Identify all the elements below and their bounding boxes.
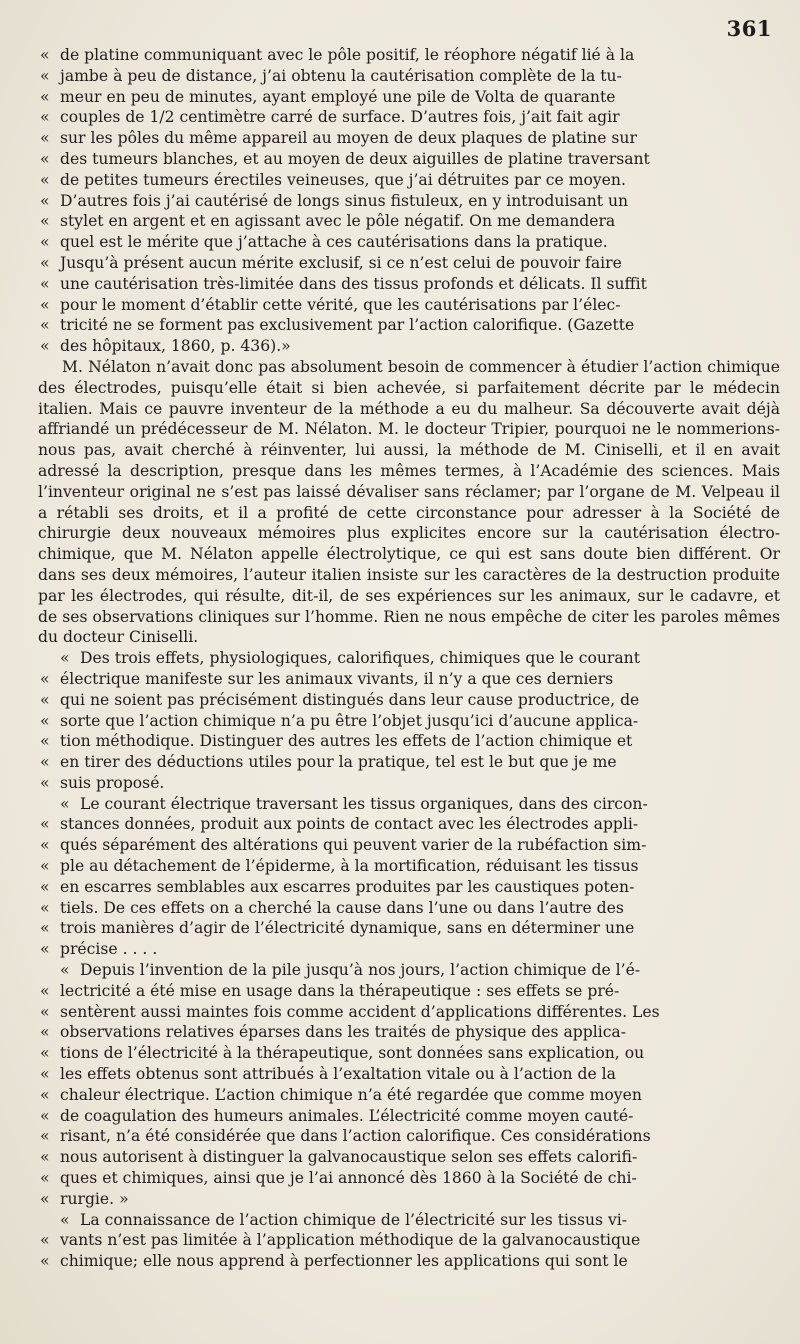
quote-line: « qui ne soient pas précisément distingués dans leur cause productrice, de bbox=[60, 690, 780, 711]
quote-line: « nous autorisent à distinguer la galvanocaustique selon ses effets calorifi- bbox=[60, 1147, 780, 1168]
quote-line: « La connaissance de l’action chimique de l’électricité sur les tissus vi- bbox=[60, 1210, 780, 1231]
quote-line: « tricité ne se forment pas exclusivement par l’action calorifique. (Gazette bbox=[60, 315, 780, 336]
quote-line: « risant, n’a été considérée que dans l’action calorifique. Ces considérations bbox=[60, 1126, 780, 1147]
quote-line: « Des trois effets, physiologiques, calorifiques, chimiques que le courant bbox=[60, 648, 780, 669]
quote-line: « stances données, produit aux points de contact avec les électrodes appli- bbox=[60, 814, 780, 835]
quote-line: « tion méthodique. Distinguer des autres les effets de l’action chimique et bbox=[60, 731, 780, 752]
quote-line: « une cautérisation très-limitée dans des tissus profonds et délicats. Il suffit bbox=[60, 274, 780, 295]
quote-line: « observations relatives éparses dans les traités de physique des applica- bbox=[60, 1022, 780, 1043]
quote-line: « trois manières d’agir de l’électricité dynamique, sans en déterminer une bbox=[60, 918, 780, 939]
quote-line: « ple au détachement de l’épiderme, à la mortification, réduisant les tissus bbox=[60, 856, 780, 877]
quote-line: « quel est le mérite que j’attache à ces cautérisations dans la pratique. bbox=[60, 232, 780, 253]
quote-line: « pour le moment d’établir cette vérité, que les cautérisations par l’élec- bbox=[60, 295, 780, 316]
quote-line: « qués séparément des altérations qui peuvent varier de la rubéfaction sim- bbox=[60, 835, 780, 856]
quote-line: « les effets obtenus sont attribués à l’exaltation vitale ou à l’action de la bbox=[60, 1064, 780, 1085]
quote-line: « suis proposé. bbox=[60, 773, 780, 794]
quote-line: « rurgie. » bbox=[60, 1189, 780, 1210]
quote-line: « sur les pôles du même appareil au moyen de deux plaques de platine sur bbox=[60, 128, 780, 149]
quote-5 bbox=[38, 1210, 780, 1272]
quote-line: « de petites tumeurs érectiles veineuses, que j’ai détruites par ce moyen. bbox=[60, 170, 780, 191]
quote-line: « des tumeurs blanches, et au moyen de deux aiguilles de platine traversant bbox=[60, 149, 780, 170]
quote-line: « chimique; elle nous apprend à perfectionner les applications qui sont le bbox=[60, 1251, 780, 1272]
quote-line: « ques et chimiques, ainsi que je l’ai annoncé dès 1860 à la Société de chi- bbox=[60, 1168, 780, 1189]
quote-line: « Le courant électrique traversant les tissus organiques, dans des circon- bbox=[60, 794, 780, 815]
quote-line: « des hôpitaux, 1860, p. 436).» bbox=[60, 336, 780, 357]
quote-line: « de coagulation des humeurs animales. L’électricité comme moyen cauté- bbox=[60, 1106, 780, 1127]
quote-line: « jambe à peu de distance, j’ai obtenu la cautérisation complète de la tu- bbox=[60, 66, 780, 87]
quote-line: « électrique manifeste sur les animaux vivants, il n’y a que ces derniers bbox=[60, 669, 780, 690]
quote-2 bbox=[38, 648, 780, 794]
quote-line: « couples de 1/2 centimètre carré de surface. D’autres fois, j’ait fait agir bbox=[60, 107, 780, 128]
quote-line: « Jusqu’à présent aucun mérite exclusif, si ce n’est celui de pouvoir faire bbox=[60, 253, 780, 274]
quote-line: « chaleur électrique. L’action chimique n’a été regardée que comme moyen bbox=[60, 1085, 780, 1106]
quote-line: « D’autres fois j’ai cautérisé de longs sinus fistuleux, en y introduisant un bbox=[60, 191, 780, 212]
quote-line: « tiels. De ces effets on a cherché la cause dans l’une ou dans l’autre des bbox=[60, 898, 780, 919]
quote-line: « lectricité a été mise en usage dans la thérapeutique : ses effets se pré- bbox=[60, 981, 780, 1002]
quote-line: « sorte que l’action chimique n’a pu être l’objet jusqu’ici d’aucune applica- bbox=[60, 711, 780, 732]
quote-line: « sentèrent aussi maintes fois comme accident d’applications différentes. Les bbox=[60, 1002, 780, 1023]
quote-4 bbox=[38, 960, 780, 1210]
quote-line: « en tirer des déductions utiles pour la pratique, tel est le but que je me bbox=[60, 752, 780, 773]
quote-line: « meur en peu de minutes, ayant employé une pile de Volta de quarante bbox=[60, 87, 780, 108]
quote-line: « en escarres semblables aux escarres produites par les caustiques poten- bbox=[60, 877, 780, 898]
quote-3 bbox=[38, 794, 780, 960]
quote-line: « de platine communiquant avec le pôle positif, le réophore négatif lié à la bbox=[60, 45, 780, 66]
para-1: M. Nélaton n’avait donc pas absolument besoin de commencer à étudier l’action chimique des électrodes, puisqu’elle était si bien achevée, si parfaitement décrite par le médecin italien. Mais ce pauvre inventeur de la méthode a eu du malheur. Sa découverte avait déjà affriandé un prédécesseur de M. Nélaton. M. le docteur Tripier, pourquoi ne le nommerions-nous pas, avait cherché à réinventer, lui aussi, la méthode de M. Ciniselli, et il en avait adressé la description, presque dans les mêmes termes, à l’Académie des sciences. Mais l’inventeur original ne s’est pas laissé dévaliser sans réclamer; par l’organe de M. Velpeau il a rétabli ses droits, et il a profité de cette circonstance pour adresser à la Société de chirurgie deux nouveaux mémoires plus explicites encore sur la cautérisation électro-chimique, que M. Nélaton appelle électrolytique, ce qui est sans doute bien différent. Or dans ses deux mémoires, l’auteur italien insiste sur les caractères de la destruction produite par les électrodes, qui résulte, dit-il, de ses expériences sur les animaux, sur le cadavre, et de ses observations cliniques sur l’homme. Rien ne nous empêche de citer les paroles mêmes du docteur Ciniselli. bbox=[38, 357, 780, 647]
quote-line: « précise . . . . bbox=[60, 939, 780, 960]
quote-line: « tions de l’électricité à la thérapeutique, sont données sans explication, ou bbox=[60, 1043, 780, 1064]
quote-line: « Depuis l’invention de la pile jusqu’à nos jours, l’action chimique de l’é- bbox=[60, 960, 780, 981]
body-text bbox=[38, 45, 780, 1272]
page-number: 361 bbox=[726, 16, 772, 41]
quote-line: « stylet en argent et en agissant avec le pôle négatif. On me demandera bbox=[60, 211, 780, 232]
quote-line: « vants n’est pas limitée à l’application méthodique de la galvanocaustique bbox=[60, 1230, 780, 1251]
quote-1 bbox=[38, 45, 780, 357]
